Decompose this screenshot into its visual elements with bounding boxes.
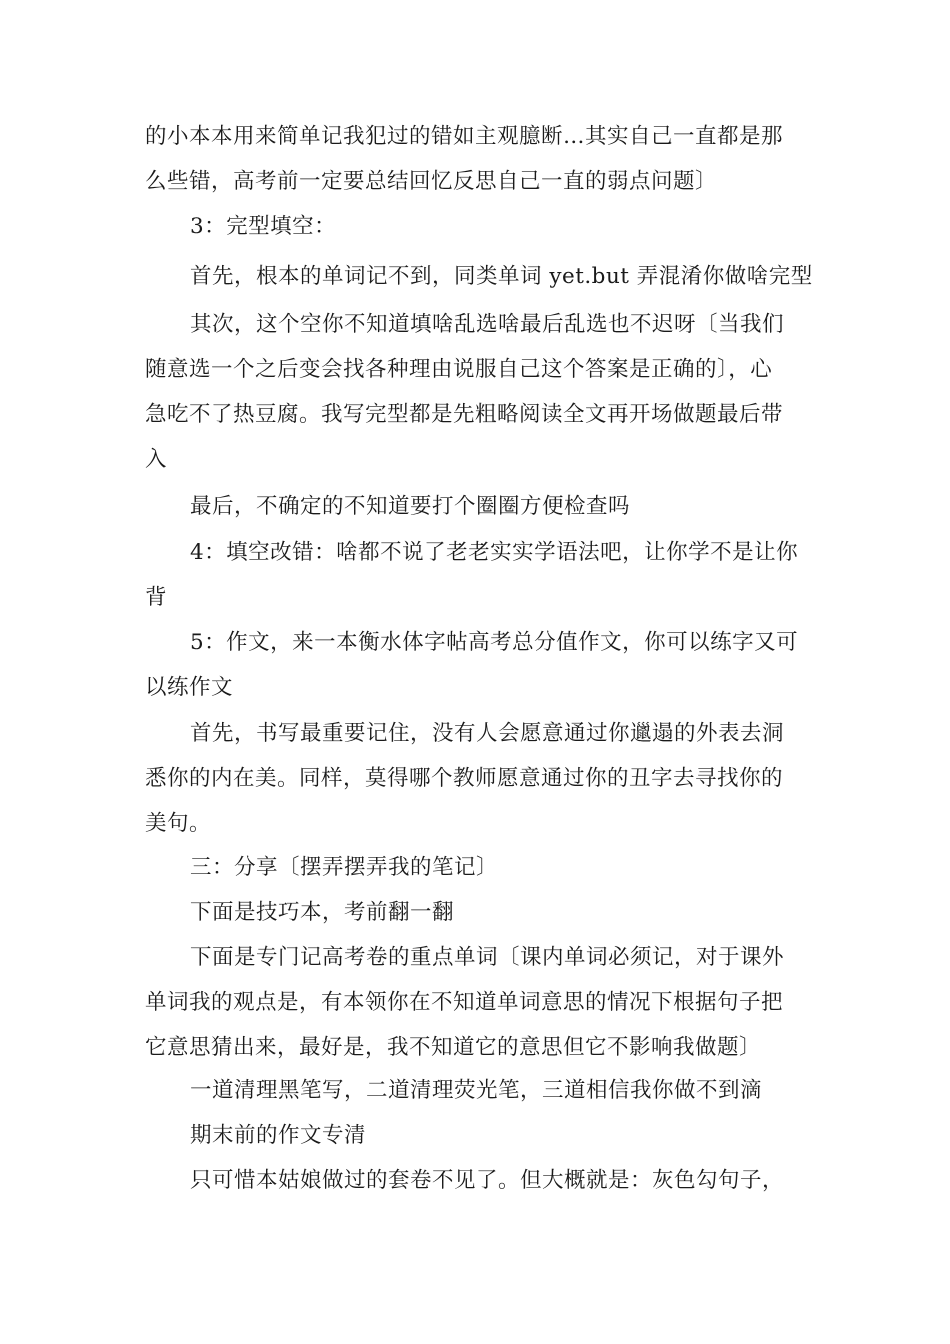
section-heading-cloze [145, 204, 815, 249]
text-line: 它意思猜出来，最好是，我不知道它的意思但它不影响我做题〕 [145, 1035, 762, 1060]
text-line: 4：填空改错：啥都不说了老老实实学语法吧，让你学不是让你 [190, 540, 799, 565]
text-line: 背 [145, 585, 168, 610]
text-line: 美句。 [145, 811, 212, 836]
text-line: 悉你的内在美。同样，莫得哪个教师愿意通过你的丑字去寻找你的 [145, 766, 784, 791]
paragraph-vocab-notebook [145, 935, 815, 1070]
text-line: 下面是专门记高考卷的重点单词〔课内单词必须记，对于课外 [190, 945, 785, 970]
section-heading-share [145, 845, 815, 890]
paragraph-cloze-second [145, 302, 815, 482]
text-line: 其次，这个空你不知道填啥乱选啥最后乱选也不迟呀〔当我们 [190, 312, 785, 337]
paragraph-essay-handwriting [145, 711, 815, 846]
text-line: 5：作文，来一本衡水体字帖高考总分值作文，你可以练字又可 [190, 630, 799, 655]
text-line: 么些错，高考前一定要总结回忆反思自己一直的弱点问题〕 [145, 169, 718, 194]
text-line: 单词我的观点是，有本领你在不知道单词意思的情况下根据句子把 [145, 990, 784, 1015]
text-line: 首先，书写最重要记住，没有人会愿意通过你邋遢的外表去洞 [190, 721, 785, 746]
paragraph-cloze-first [145, 254, 815, 299]
text-line: 三：分享〔摆弄摆弄我的笔记〕 [190, 855, 499, 880]
text-line: 下面是技巧本，考前翻一翻 [190, 900, 455, 925]
text-line: 期末前的作文专清 [190, 1123, 367, 1148]
paragraph-cloze-last [145, 484, 815, 529]
section-heading-grammar [145, 530, 815, 620]
text-line: 的小本本用来简单记我犯过的错如主观臆断…其实自己一直都是那 [145, 124, 784, 149]
text-line: 急吃不了热豆腐。我写完型都是先粗略阅读全文再开场做题最后带 [145, 402, 784, 427]
text-line: 只可惜本姑娘做过的套卷不见了。但大概就是：灰色勾句子， [190, 1168, 785, 1193]
text-line: 以练作文 [145, 675, 234, 700]
text-line: 3：完型填空： [190, 214, 337, 239]
paragraph-essay-review [145, 1113, 815, 1158]
text-line: 最后，不确定的不知道要打个圈圈方便检查吗 [190, 494, 631, 519]
paragraph-cleanup-steps [145, 1068, 815, 1113]
text-line: 首先，根本的单词记不到，同类单词 yet.but 弄混淆你做啥完型 [190, 264, 813, 289]
paragraph-tips-notebook [145, 890, 815, 935]
paragraph-continuation [145, 114, 815, 204]
text-line: 入 [145, 447, 168, 472]
text-line: 随意选一个之后变会找各种理由说服自己这个答案是正确的〕，心 [145, 357, 773, 382]
section-heading-essay [145, 620, 815, 710]
text-line: 一道清理黑笔写，二道清理荧光笔，三道相信我你做不到滴 [190, 1078, 763, 1103]
paragraph-lost-papers [145, 1158, 815, 1203]
